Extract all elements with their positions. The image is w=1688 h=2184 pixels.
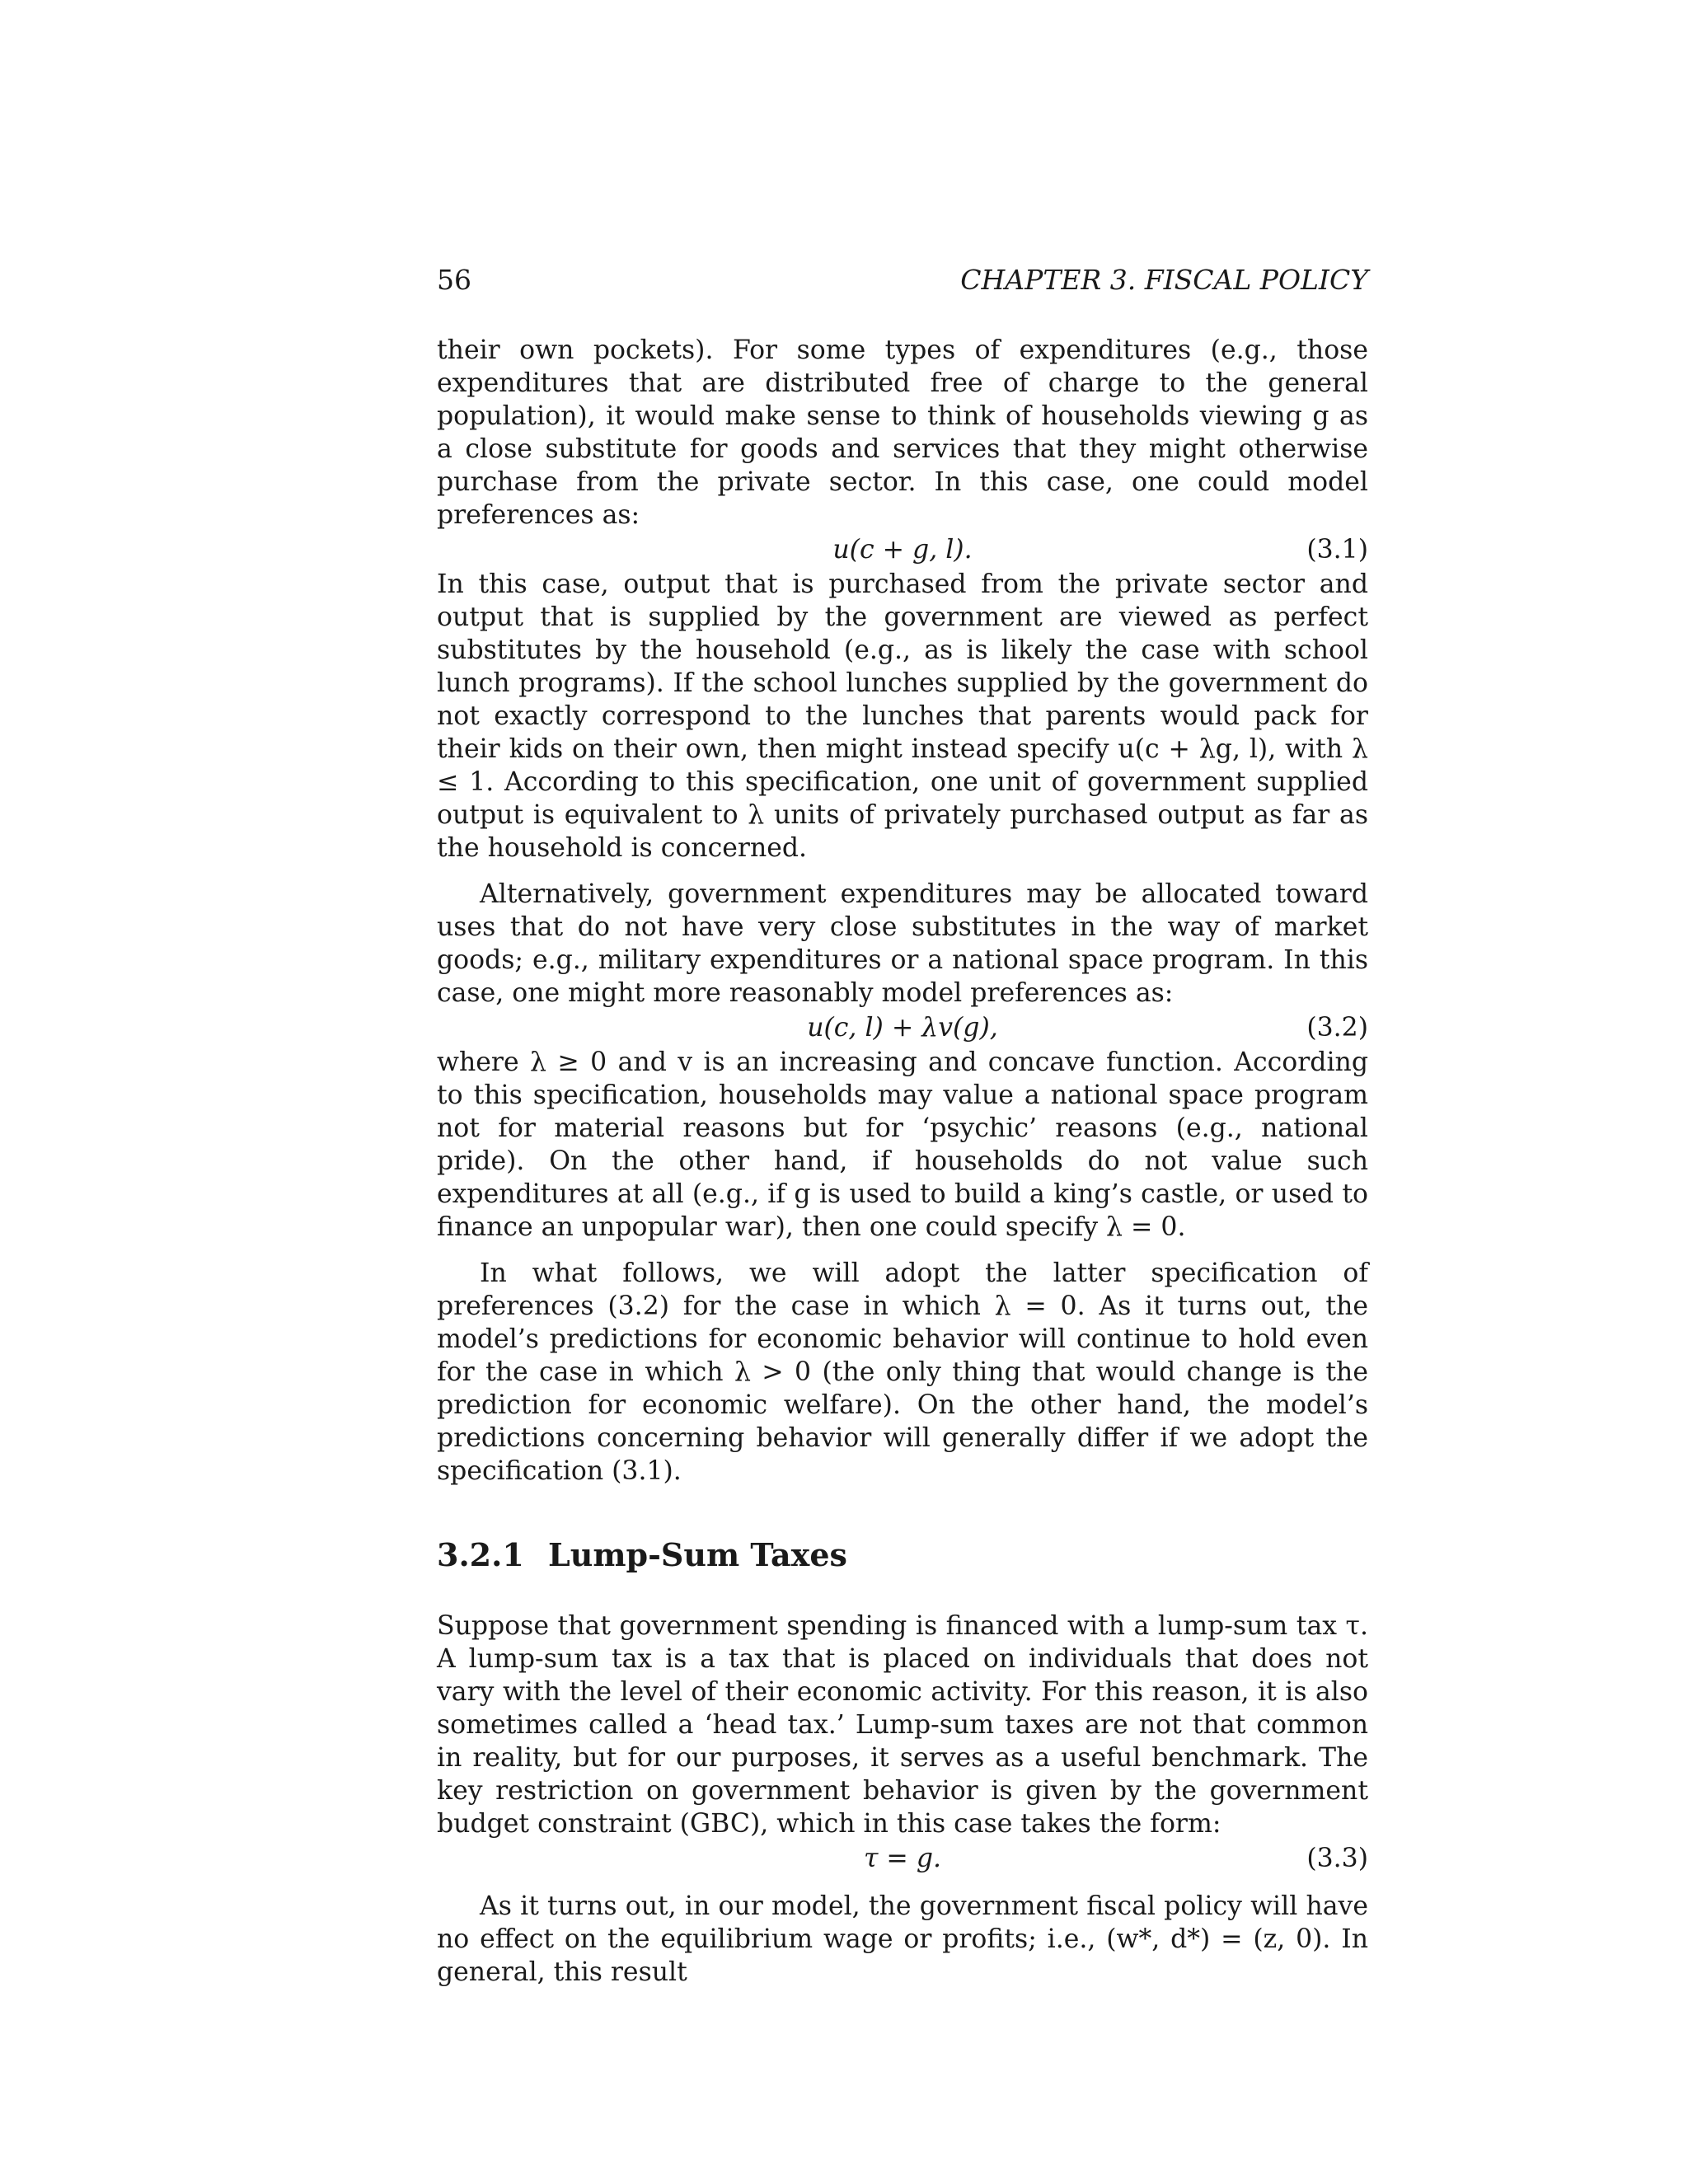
equation-3-1 [437, 532, 1368, 568]
running-header [437, 262, 1368, 298]
section-number: 3.2.1 [437, 1536, 524, 1573]
equation-expression: u(c, l) + λv(g), [807, 1013, 998, 1043]
paragraph-what-follows: In what follows, we will adopt the latter specification of preferences (3.2) for the case in which λ = 0. As it turns out, the model’s predictions for economic behavior will continue to hold even for the case in which λ > 0 (the only thing that would change is the prediction for economic welfare). On the other hand, the model’s predictions concerning behavior will generally differ if we adopt the specification (3.1). [437, 1258, 1368, 1486]
section-title: Lump-Sum Taxes [548, 1536, 847, 1573]
equation-expression: τ = g. [863, 1844, 942, 1873]
paragraph-perfect-substitutes: In this case, output that is purchased from the private sector and output that is supplied by the government are viewed as perfect substitutes by the household (e.g., as is likely the case with school lunch programs). If the school lunches supplied by the government do not exactly correspond to the lunches that parents would pack for their kids on their own, then might instead specify u(c + λg, l), with λ ≤ 1. According to this specification, one unit of government supplied output is equivalent to λ units of privately purchased output as far as the household is concerned. [437, 569, 1368, 863]
equation-3-2 [437, 1010, 1368, 1046]
body-text [437, 334, 1368, 1989]
equation-expression: u(c + g, l). [832, 535, 973, 565]
equation-number: (3.2) [1306, 1013, 1368, 1043]
paragraph-alternatively: Alternatively, government expenditures may be allocated toward uses that do not have very close substitutes in the way of market goods; e.g., military expenditures or a national space program. In this case, one might more reasonably model preferences as: [437, 879, 1368, 1008]
equation-3-3 [437, 1840, 1368, 1877]
paragraph-fiscal-policy-effect: As it turns out, in our model, the government fiscal policy will have no effect on the equilibrium wage or profits; i.e., (w*, d*) = (z, 0). In general, this result [437, 1891, 1368, 1987]
page-number: 56 [437, 264, 471, 296]
chapter-title: CHAPTER 3. FISCAL POLICY [960, 264, 1368, 296]
paragraph-lump-sum-tax: Suppose that government spending is financed with a lump-sum tax τ. A lump-sum tax is a tax that is placed on individuals that does not vary with the level of their economic activity. For this reason, it is also sometimes called a ‘head tax.’ Lump-sum taxes are not that common in reality, but for our purposes, it serves as a useful benchmark. The key restriction on government behavior is given by the government budget constraint (GBC), which in this case takes the form: [437, 1611, 1368, 1839]
equation-number: (3.3) [1306, 1844, 1368, 1873]
equation-number: (3.1) [1306, 535, 1368, 565]
section-heading [437, 1535, 1368, 1575]
paragraph-continuation: their own pockets). For some types of expenditures (e.g., those expenditures that are distributed free of charge to the general population), it would make sense to think of households viewing g as a close substitute for goods and services that they might otherwise purchase from the private sector. In this case, one could model preferences as: [437, 335, 1368, 530]
paragraph-psychic-reasons: where λ ≥ 0 and v is an increasing and concave function. According to this specification, households may value a national space program not for material reasons but for ‘psychic’ reasons (e.g., national pride). On the other hand, if households do not value such expenditures at all (e.g., if g is used to build a king’s castle, or used to finance an unpopular war), then one could specify λ = 0. [437, 1047, 1368, 1242]
